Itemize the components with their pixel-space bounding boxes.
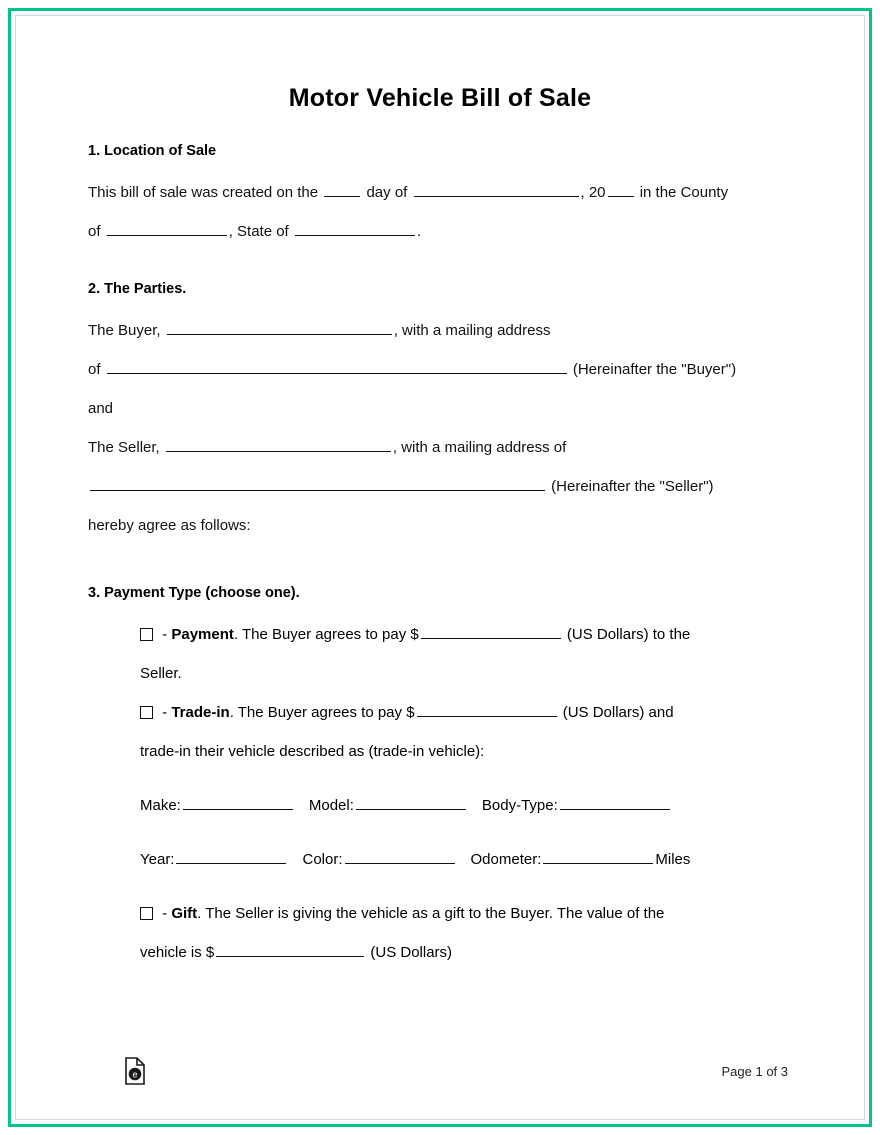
- buyer-line-1: [88, 311, 792, 350]
- svg-text:e: e: [132, 1069, 138, 1080]
- field-day[interactable]: [324, 182, 360, 197]
- option-gift[interactable]: [140, 894, 792, 933]
- field-state[interactable]: [295, 221, 415, 236]
- field-body-type[interactable]: [560, 795, 670, 810]
- page-title: Motor Vehicle Bill of Sale: [288, 84, 592, 112]
- label-payment: Payment: [171, 626, 234, 643]
- text-hereinafter-seller: (Hereinafter the "Seller"): [547, 478, 714, 495]
- label-year: Year:: [140, 851, 175, 868]
- text-day-of: day of: [362, 184, 412, 201]
- label-trade-in: Trade-in: [171, 704, 230, 721]
- text-trade-in-after: (US Dollars) and: [558, 704, 674, 721]
- option-trade-in-continuation: trade-in their vehicle described as (trade-in vehicle):: [140, 743, 485, 760]
- text-hereby-agree: hereby agree as follows:: [88, 517, 251, 534]
- field-buyer-name[interactable]: [167, 320, 392, 335]
- text-in-the-county: in the County: [635, 184, 729, 201]
- option-payment-continuation: Seller.: [140, 665, 182, 682]
- field-model[interactable]: [356, 795, 466, 810]
- payment-options: [140, 615, 792, 972]
- text-state-of: , State of: [228, 223, 293, 240]
- text-the-buyer: The Buyer,: [88, 322, 165, 339]
- text-seller-mailing: , with a mailing address of: [392, 439, 567, 456]
- field-month[interactable]: [414, 182, 579, 197]
- seller-line-1: [88, 428, 792, 467]
- checkbox-gift-icon[interactable]: [140, 907, 153, 920]
- text-and: and: [88, 400, 114, 417]
- document-page: [15, 15, 865, 1120]
- text-dash-trade-in: -: [158, 704, 172, 721]
- label-miles: Miles: [655, 851, 691, 868]
- text-year-prefix: , 20: [580, 184, 606, 201]
- label-body-type: Body-Type:: [481, 797, 558, 814]
- field-year-vehicle[interactable]: [176, 849, 286, 864]
- eforms-logo-icon: [124, 1057, 146, 1085]
- field-color[interactable]: [345, 849, 455, 864]
- field-county[interactable]: [107, 221, 227, 236]
- location-line-1: [88, 173, 792, 212]
- field-gift-value[interactable]: [216, 942, 364, 957]
- field-buyer-address[interactable]: [107, 359, 567, 374]
- buyer-line-2: [88, 350, 792, 389]
- text-trade-in-mid: . The Buyer agrees to pay $: [229, 704, 415, 721]
- location-line-2: [88, 212, 792, 251]
- text-dash-payment: -: [158, 626, 172, 643]
- section-payment-type: [88, 585, 792, 972]
- option-payment[interactable]: [140, 615, 792, 654]
- label-model: Model:: [308, 797, 354, 814]
- text-created-on: This bill of sale was created on the: [88, 184, 323, 201]
- text-gift-value: vehicle is $: [140, 944, 215, 961]
- checkbox-trade-in-icon[interactable]: [140, 706, 153, 719]
- checkbox-payment-icon[interactable]: [140, 628, 153, 641]
- field-payment-amount[interactable]: [421, 624, 561, 639]
- field-make[interactable]: [183, 795, 293, 810]
- vehicle-fields-row-1: [140, 786, 792, 825]
- page-footer: [88, 1049, 792, 1089]
- label-gift: Gift: [171, 905, 198, 922]
- text-of-buyer: of: [88, 361, 105, 378]
- text-payment-after: (US Dollars) to the: [562, 626, 691, 643]
- section-heading-1: 1. Location of Sale: [88, 143, 217, 159]
- text-gift-units: (US Dollars): [366, 944, 453, 961]
- label-make: Make:: [140, 797, 181, 814]
- field-seller-name[interactable]: [166, 437, 391, 452]
- text-dash-gift: -: [158, 905, 172, 922]
- vehicle-fields-row-2: [140, 840, 792, 879]
- section-heading-3: 3. Payment Type (choose one).: [88, 585, 300, 601]
- section-heading-2: 2. The Parties.: [88, 281, 187, 297]
- section-location-of-sale: [88, 143, 792, 251]
- page-number-label: Page 1 of 3: [721, 1064, 788, 1079]
- page-outer-border: [8, 8, 872, 1127]
- field-odometer[interactable]: [543, 849, 653, 864]
- text-gift-mid: . The Seller is giving the vehicle as a gift to the Buyer. The value of the: [197, 905, 665, 922]
- section-the-parties: [88, 281, 792, 545]
- text-of: of: [88, 223, 105, 240]
- text-payment-mid: . The Buyer agrees to pay $: [233, 626, 419, 643]
- option-gift-continuation: [140, 933, 792, 972]
- option-trade-in[interactable]: [140, 693, 792, 732]
- field-year[interactable]: [608, 182, 634, 197]
- text-hereinafter-buyer: (Hereinafter the "Buyer"): [568, 361, 737, 378]
- text-period: .: [416, 223, 422, 240]
- seller-line-2: [88, 467, 792, 506]
- text-the-seller: The Seller,: [88, 439, 164, 456]
- text-buyer-mailing: , with a mailing address: [393, 322, 551, 339]
- field-seller-address[interactable]: [90, 476, 545, 491]
- label-color: Color:: [302, 851, 343, 868]
- label-odometer: Odometer:: [470, 851, 542, 868]
- field-trade-in-amount[interactable]: [417, 702, 557, 717]
